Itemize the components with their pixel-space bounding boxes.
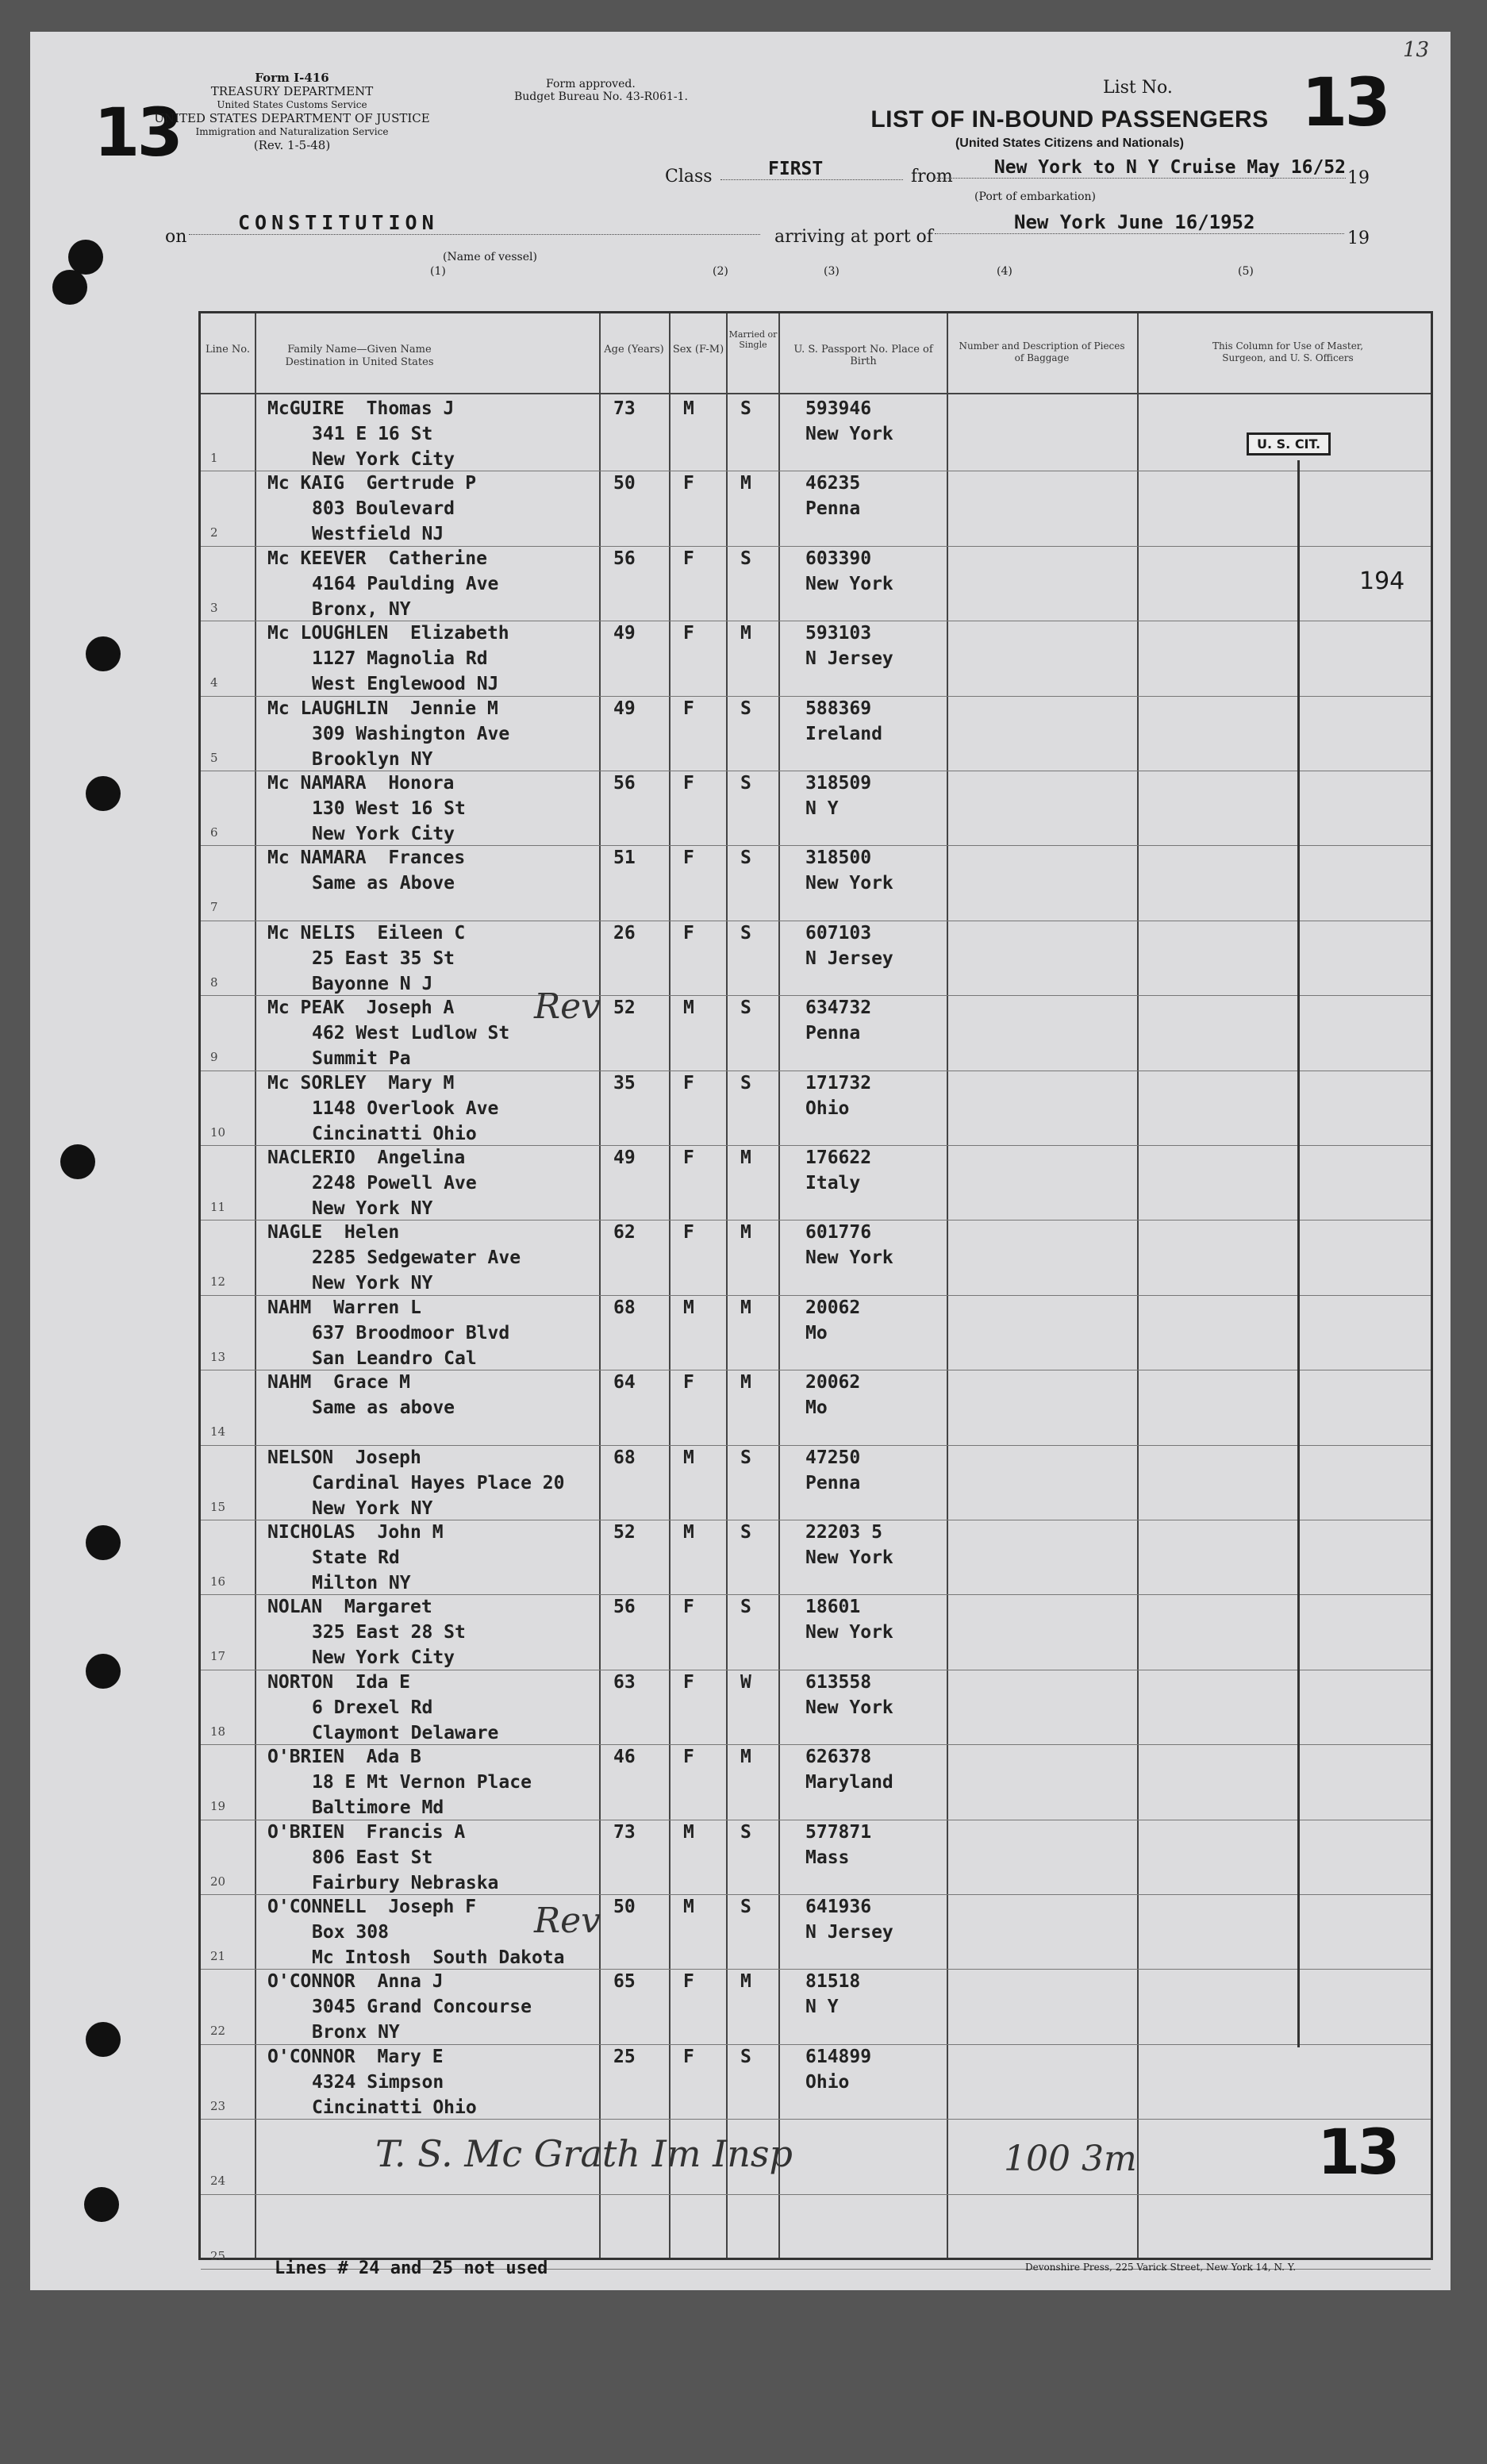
arriving-port-value: New York June 16/1952 xyxy=(935,211,1344,234)
passenger-name: Mc NAMARA Frances xyxy=(267,848,466,869)
address-line-2: New York NY xyxy=(312,1198,433,1219)
place-of-birth: Ohio xyxy=(805,1097,850,1119)
address-line-2: Milton NY xyxy=(312,1573,411,1593)
arriving-label: arriving at port of xyxy=(774,227,933,247)
age-cell: 56 xyxy=(613,548,636,569)
table-row xyxy=(201,1220,1431,1294)
sex-cell: F xyxy=(683,1597,694,1618)
address-line-2: Brooklyn NY xyxy=(312,748,433,770)
address-line-2: Summit Pa xyxy=(312,1048,411,1070)
table-row xyxy=(201,1969,1431,2043)
class-label: Class xyxy=(665,167,713,186)
table-row xyxy=(201,1594,1431,1669)
marital-cell: M xyxy=(740,1147,751,1168)
passport-number: 641936 xyxy=(805,1897,872,1917)
address-line-2: West Englewood NJ xyxy=(312,674,499,695)
age-cell: 49 xyxy=(613,623,636,644)
age-cell: 68 xyxy=(613,1297,636,1318)
marital-cell: S xyxy=(740,698,751,719)
marital-cell: S xyxy=(740,1597,751,1618)
line-number: 13 xyxy=(210,1349,226,1364)
age-cell: 63 xyxy=(613,1671,636,1693)
place-of-birth: N Y xyxy=(805,798,839,819)
header-baggage: Number and Description of Pieces of Baggage xyxy=(959,340,1125,363)
table-row xyxy=(201,1370,1431,1444)
passport-number: 577871 xyxy=(805,1821,872,1843)
passport-number: 593103 xyxy=(805,623,872,644)
place-of-birth: Mo xyxy=(805,1322,828,1343)
punch-hole xyxy=(86,1525,121,1560)
address-line-1: 6 Drexel Rd xyxy=(312,1697,433,1718)
footer-note: Lines # 24 and 25 not used xyxy=(275,2258,548,2278)
stamp-13-top-right: 13 xyxy=(1301,63,1388,141)
passenger-name: NOLAN Margaret xyxy=(267,1597,432,1618)
table-row xyxy=(201,1744,1431,1819)
header-married: Married or Single xyxy=(728,329,778,350)
punch-hole xyxy=(86,2022,121,2057)
address-line-2: New York NY xyxy=(312,1273,433,1294)
passport-number: 20062 xyxy=(805,1372,861,1393)
line-number: 8 xyxy=(210,974,218,990)
address-line-1: Cardinal Hayes Place 20 xyxy=(312,1472,565,1493)
passenger-name: NAHM Grace M xyxy=(267,1372,411,1393)
passenger-name: O'CONNOR Anna J xyxy=(267,1971,444,1993)
line-number: 4 xyxy=(210,675,218,690)
year-suffix: 19 xyxy=(1347,168,1370,188)
line-number: 23 xyxy=(210,2098,226,2113)
address-line-2: Bronx NY xyxy=(312,2022,400,2043)
passenger-name: O'CONNELL Joseph F xyxy=(267,1897,477,1917)
passport-number: 47250 xyxy=(805,1447,861,1468)
header-age: Age (Years) xyxy=(604,344,664,356)
place-of-birth: Italy xyxy=(805,1173,861,1194)
passport-number: 626378 xyxy=(805,1747,872,1768)
passenger-table xyxy=(198,311,1433,2263)
address-line-2: Cincinatti Ohio xyxy=(312,2097,477,2118)
vessel-name-label: (Name of vessel) xyxy=(443,251,537,263)
line-number: 14 xyxy=(210,1424,226,1440)
printer-credit: Devonshire Press, 225 Varick Street, New York 14, N. Y. xyxy=(1025,2262,1297,2273)
passport-number: 22203 5 xyxy=(805,1522,882,1543)
line-number: 6 xyxy=(210,825,218,840)
address-line-1: 3045 Grand Concourse xyxy=(312,1997,532,2018)
age-cell: 35 xyxy=(613,1072,636,1094)
col-num-1: (1) xyxy=(430,265,446,278)
address-line-1: 1148 Overlook Ave xyxy=(312,1097,499,1119)
form-approval-block xyxy=(514,78,720,103)
place-of-birth: N Jersey xyxy=(805,648,893,670)
sex-cell: F xyxy=(683,473,694,494)
line-number: 18 xyxy=(210,1724,226,1739)
passenger-name: Mc SORLEY Mary M xyxy=(267,1072,455,1094)
table-row xyxy=(201,2044,1431,2119)
passenger-name: NACLERIO Angelina xyxy=(267,1147,466,1168)
passport-number: 318500 xyxy=(805,848,872,869)
age-cell: 56 xyxy=(613,773,636,794)
place-of-birth: New York xyxy=(805,873,893,894)
marital-cell: S xyxy=(740,998,751,1019)
age-cell: 52 xyxy=(613,1522,636,1543)
place-of-birth: New York xyxy=(805,1247,893,1269)
sex-cell: F xyxy=(683,773,694,794)
vessel-name: CONSTITUTION xyxy=(189,211,760,235)
number-194: 194 xyxy=(1359,567,1405,595)
punch-hole xyxy=(52,270,87,305)
header-family-name: Family Name—Given Name xyxy=(287,344,432,356)
manifest-page xyxy=(30,32,1450,2290)
line-number: 2 xyxy=(210,525,218,540)
address-line-1: 18 E Mt Vernon Place xyxy=(312,1772,532,1793)
age-cell: 65 xyxy=(613,1971,636,1993)
passport-number: 20062 xyxy=(805,1297,861,1318)
address-line-1: Box 308 xyxy=(312,1922,389,1943)
marital-cell: M xyxy=(740,1747,751,1768)
marital-cell: S xyxy=(740,1447,751,1468)
punch-hole xyxy=(60,1144,95,1179)
passport-number: 607103 xyxy=(805,922,872,944)
table-row xyxy=(201,1071,1431,1145)
address-line-1: 341 E 16 St xyxy=(312,424,433,444)
table-row xyxy=(201,995,1431,1070)
justice-dept: UNITED STATES DEPARTMENT OF JUSTICE xyxy=(154,111,430,125)
sex-cell: M xyxy=(683,1821,694,1843)
line-number: 9 xyxy=(210,1050,218,1065)
passport-number: 614899 xyxy=(805,2046,872,2067)
age-cell: 49 xyxy=(613,698,636,719)
age-cell: 49 xyxy=(613,1147,636,1168)
budget-bureau: Budget Bureau No. 43-R061-1. xyxy=(514,90,688,103)
line-number: 16 xyxy=(210,1574,226,1589)
table-row xyxy=(201,1894,1431,1969)
marital-cell: S xyxy=(740,1522,751,1543)
address-line-1: 2285 Sedgewater Ave xyxy=(312,1247,521,1269)
sex-cell: F xyxy=(683,1372,694,1393)
age-cell: 73 xyxy=(613,398,636,419)
passenger-name: Mc KEEVER Catherine xyxy=(267,548,487,569)
address-line-1: 325 East 28 St xyxy=(312,1622,466,1643)
passenger-name: Mc NELIS Eileen C xyxy=(267,922,466,944)
passenger-name: Mc LAUGHLIN Jennie M xyxy=(267,698,498,719)
marital-cell: M xyxy=(740,1222,751,1244)
address-line-1: 2248 Powell Ave xyxy=(312,1173,477,1194)
address-line-2: Bayonne N J xyxy=(312,973,433,994)
marital-cell: S xyxy=(740,2046,751,2067)
customs-service: United States Customs Service xyxy=(217,99,367,110)
punch-hole xyxy=(84,2187,119,2222)
address-line-1: 4324 Simpson xyxy=(312,2071,444,2093)
place-of-birth: Ohio xyxy=(805,2071,850,2093)
address-line-2: Claymont Delaware xyxy=(312,1722,499,1743)
address-line-2: New York City xyxy=(312,449,455,470)
line-number: 5 xyxy=(210,750,218,765)
passport-number: 601776 xyxy=(805,1222,872,1244)
sex-cell: F xyxy=(683,1072,694,1094)
passenger-name: Mc LOUGHLEN Elizabeth xyxy=(267,623,509,644)
sex-cell: M xyxy=(683,1897,694,1917)
corner-note: 13 xyxy=(1403,38,1430,62)
form-approved: Form approved. xyxy=(546,78,636,90)
address-line-2: New York NY xyxy=(312,1497,433,1519)
passenger-name: O'CONNOR Mary E xyxy=(267,2046,444,2067)
place-of-birth: New York xyxy=(805,1547,893,1568)
treasury-dept: TREASURY DEPARTMENT xyxy=(210,84,374,98)
age-cell: 56 xyxy=(613,1597,636,1618)
list-no-label: List No. xyxy=(1103,78,1173,98)
address-line-2: New York City xyxy=(312,1647,455,1669)
passenger-name: Mc KAIG Gertrude P xyxy=(267,473,477,494)
line-number: 20 xyxy=(210,1874,226,1889)
address-line-2: Westfield NJ xyxy=(312,524,444,545)
port-embarkation-label: (Port of embarkation) xyxy=(974,190,1096,203)
sex-cell: F xyxy=(683,1147,694,1168)
marital-cell: S xyxy=(740,548,751,569)
place-of-birth: New York xyxy=(805,1622,893,1643)
place-of-birth: N Jersey xyxy=(805,948,893,969)
sex-cell: F xyxy=(683,1222,694,1244)
address-line-1: 130 West 16 St xyxy=(312,798,466,819)
place-of-birth: Penna xyxy=(805,1472,861,1493)
address-line-2: Baltimore Md xyxy=(312,1797,444,1819)
age-cell: 73 xyxy=(613,1821,636,1843)
col-num-2: (2) xyxy=(713,265,728,278)
col-num-4: (4) xyxy=(997,265,1012,278)
header-line-no: Line No. xyxy=(205,344,251,356)
sex-cell: F xyxy=(683,2046,694,2067)
form-revision: (Rev. 1-5-48) xyxy=(253,138,331,152)
marital-cell: M xyxy=(740,1297,751,1318)
place-of-birth: Mass xyxy=(805,1847,850,1868)
passenger-name: NAGLE Helen xyxy=(267,1222,400,1244)
table-row xyxy=(201,1670,1431,1744)
sex-cell: F xyxy=(683,922,694,944)
address-line-1: 637 Broodmoor Blvd xyxy=(312,1322,510,1343)
place-of-birth: Penna xyxy=(805,1023,861,1044)
line-number: 17 xyxy=(210,1649,226,1664)
sex-cell: F xyxy=(683,623,694,644)
handwritten-count: 100 3m xyxy=(1004,2139,1137,2179)
sex-cell: F xyxy=(683,698,694,719)
place-of-birth: Penna xyxy=(805,498,861,520)
sex-cell: F xyxy=(683,848,694,869)
col-num-3: (3) xyxy=(824,265,840,278)
sex-cell: M xyxy=(683,1297,694,1318)
table-row xyxy=(201,1145,1431,1220)
passenger-name: Mc NAMARA Honora xyxy=(267,773,455,794)
punch-hole xyxy=(68,240,103,275)
line-number: 21 xyxy=(210,1949,226,1963)
line-number: 10 xyxy=(210,1124,226,1140)
class-value: FIRST xyxy=(720,159,903,180)
sex-cell: F xyxy=(683,1971,694,1993)
sex-cell: M xyxy=(683,1522,694,1543)
address-line-1: 803 Boulevard xyxy=(312,498,455,520)
address-line-1: 309 Washington Ave xyxy=(312,723,510,744)
passenger-name: O'BRIEN Francis A xyxy=(267,1821,466,1843)
form-subtitle: (United States Citizens and Nationals) xyxy=(955,136,1185,150)
address-line-2: Fairbury Nebraska xyxy=(312,1872,499,1893)
sex-cell: F xyxy=(683,548,694,569)
address-line-2: Bronx, NY xyxy=(312,598,411,620)
passport-number: 593946 xyxy=(805,398,872,419)
table-row xyxy=(201,845,1431,920)
on-label: on xyxy=(165,227,187,247)
immigration-service: Immigration and Naturalization Service xyxy=(195,126,389,137)
passport-number: 46235 xyxy=(805,473,861,494)
place-of-birth: New York xyxy=(805,1697,893,1718)
passenger-name: NICHOLAS John M xyxy=(267,1522,444,1543)
line-number: 15 xyxy=(210,1499,226,1514)
table-row xyxy=(201,1820,1431,1894)
passenger-name: Mc PEAK Joseph A xyxy=(267,998,455,1019)
marital-cell: M xyxy=(740,1372,751,1393)
passport-number: 588369 xyxy=(805,698,872,719)
year-suffix-2: 19 xyxy=(1347,229,1370,248)
punch-hole xyxy=(86,636,121,671)
table-row xyxy=(201,696,1431,771)
address-line-1: State Rd xyxy=(312,1547,400,1568)
line-number: 11 xyxy=(210,1200,226,1214)
marital-cell: S xyxy=(740,848,751,869)
header-officers: This Column for Use of Master, Surgeon, and U. S. Officers xyxy=(1212,340,1364,363)
table-row xyxy=(201,2194,1431,2269)
age-cell: 25 xyxy=(613,2046,636,2067)
place-of-birth: N Y xyxy=(805,1997,839,2018)
line-number: 25 xyxy=(210,2248,226,2263)
age-cell: 46 xyxy=(613,1747,636,1768)
address-line-1: Same as above xyxy=(312,1397,455,1419)
stamp-13-bottom-right: 13 xyxy=(1317,2117,1397,2189)
age-cell: 68 xyxy=(613,1447,636,1468)
place-of-birth: Ireland xyxy=(805,723,882,744)
marital-cell: S xyxy=(740,1897,751,1917)
passport-number: 18601 xyxy=(805,1597,861,1618)
table-row xyxy=(201,1295,1431,1370)
bracket-line xyxy=(1297,460,1300,2047)
age-cell: 52 xyxy=(613,998,636,1019)
passport-number: 603390 xyxy=(805,548,872,569)
marital-cell: M xyxy=(740,473,751,494)
place-of-birth: New York xyxy=(805,573,893,594)
stamp-13-top-left: 13 xyxy=(94,94,180,171)
sex-cell: M xyxy=(683,398,694,419)
passenger-name: McGUIRE Thomas J xyxy=(267,398,455,419)
age-cell: 64 xyxy=(613,1372,636,1393)
table-row xyxy=(201,471,1431,545)
address-line-1: 462 West Ludlow St xyxy=(312,1023,510,1044)
line-number: 1 xyxy=(210,451,218,465)
address-line-1: 1127 Magnolia Rd xyxy=(312,648,488,670)
sex-cell: F xyxy=(683,1671,694,1693)
place-of-birth: New York xyxy=(805,424,893,444)
passenger-name: O'BRIEN Ada B xyxy=(267,1747,421,1768)
line-number: 7 xyxy=(210,900,218,915)
passport-number: 176622 xyxy=(805,1147,872,1168)
us-citizen-stamp: U. S. CIT. xyxy=(1247,432,1331,456)
passport-number: 81518 xyxy=(805,1971,861,1993)
from-label: from xyxy=(911,167,953,186)
form-agency-block xyxy=(149,71,435,152)
address-line-1: 25 East 35 St xyxy=(312,948,455,969)
table-row xyxy=(201,546,1431,621)
address-line-1: Same as Above xyxy=(312,873,455,894)
inspector-signature: T. S. Mc Grath Im Insp xyxy=(375,2132,793,2175)
form-title: LIST OF IN-BOUND PASSENGERS xyxy=(870,106,1269,133)
col-num-5: (5) xyxy=(1238,265,1254,278)
header-destination: Destination in United States xyxy=(285,356,434,368)
age-cell: 62 xyxy=(613,1222,636,1244)
place-of-birth: N Jersey xyxy=(805,1922,893,1943)
passenger-name: NORTON Ida E xyxy=(267,1671,411,1693)
passenger-name: NELSON Joseph xyxy=(267,1447,421,1468)
handwritten-rev-2: Rev xyxy=(534,1901,601,1941)
sex-cell: M xyxy=(683,998,694,1019)
marital-cell: M xyxy=(740,1971,751,1993)
line-number: 22 xyxy=(210,2024,226,2039)
header-sex: Sex (F-M) xyxy=(672,344,724,356)
address-line-2: New York City xyxy=(312,824,455,844)
line-number: 3 xyxy=(210,600,218,615)
marital-cell: M xyxy=(740,623,751,644)
passport-number: 613558 xyxy=(805,1671,872,1693)
address-line-2: Mc Intosh South Dakota xyxy=(312,1947,565,1968)
punch-hole xyxy=(86,1654,121,1689)
marital-cell: S xyxy=(740,398,751,419)
line-number: 12 xyxy=(210,1274,226,1290)
marital-cell: S xyxy=(740,1072,751,1094)
passenger-name: NAHM Warren L xyxy=(267,1297,421,1318)
handwritten-rev-1: Rev xyxy=(534,986,601,1027)
age-cell: 51 xyxy=(613,848,636,869)
table-row xyxy=(201,921,1431,995)
age-cell: 50 xyxy=(613,1897,636,1917)
place-of-birth: Mo xyxy=(805,1397,828,1419)
sex-cell: M xyxy=(683,1447,694,1468)
marital-cell: S xyxy=(740,1821,751,1843)
address-line-2: Cincinatti Ohio xyxy=(312,1123,477,1144)
address-line-1: 4164 Paulding Ave xyxy=(312,573,499,594)
age-cell: 26 xyxy=(613,922,636,944)
from-value: New York to N Y Cruise May 16/52 xyxy=(933,157,1346,179)
place-of-birth: Maryland xyxy=(805,1772,893,1793)
passport-number: 634732 xyxy=(805,998,872,1019)
address-line-1: 806 East St xyxy=(312,1847,433,1868)
marital-cell: S xyxy=(740,773,751,794)
passport-number: 318509 xyxy=(805,773,872,794)
marital-cell: S xyxy=(740,922,751,944)
age-cell: 50 xyxy=(613,473,636,494)
table-row xyxy=(201,621,1431,695)
address-line-2: San Leandro Cal xyxy=(312,1347,477,1369)
sex-cell: F xyxy=(683,1747,694,1768)
marital-cell: W xyxy=(740,1671,751,1693)
line-number: 19 xyxy=(210,1799,226,1814)
line-number: 24 xyxy=(210,2174,226,2189)
header-passport: U. S. Passport No. Place of Birth xyxy=(793,344,933,367)
table-row xyxy=(201,1445,1431,1520)
passport-number: 171732 xyxy=(805,1072,872,1094)
punch-hole xyxy=(86,776,121,811)
form-number: Form I-416 xyxy=(255,71,329,85)
table-row xyxy=(201,1520,1431,1594)
table-row xyxy=(201,771,1431,845)
